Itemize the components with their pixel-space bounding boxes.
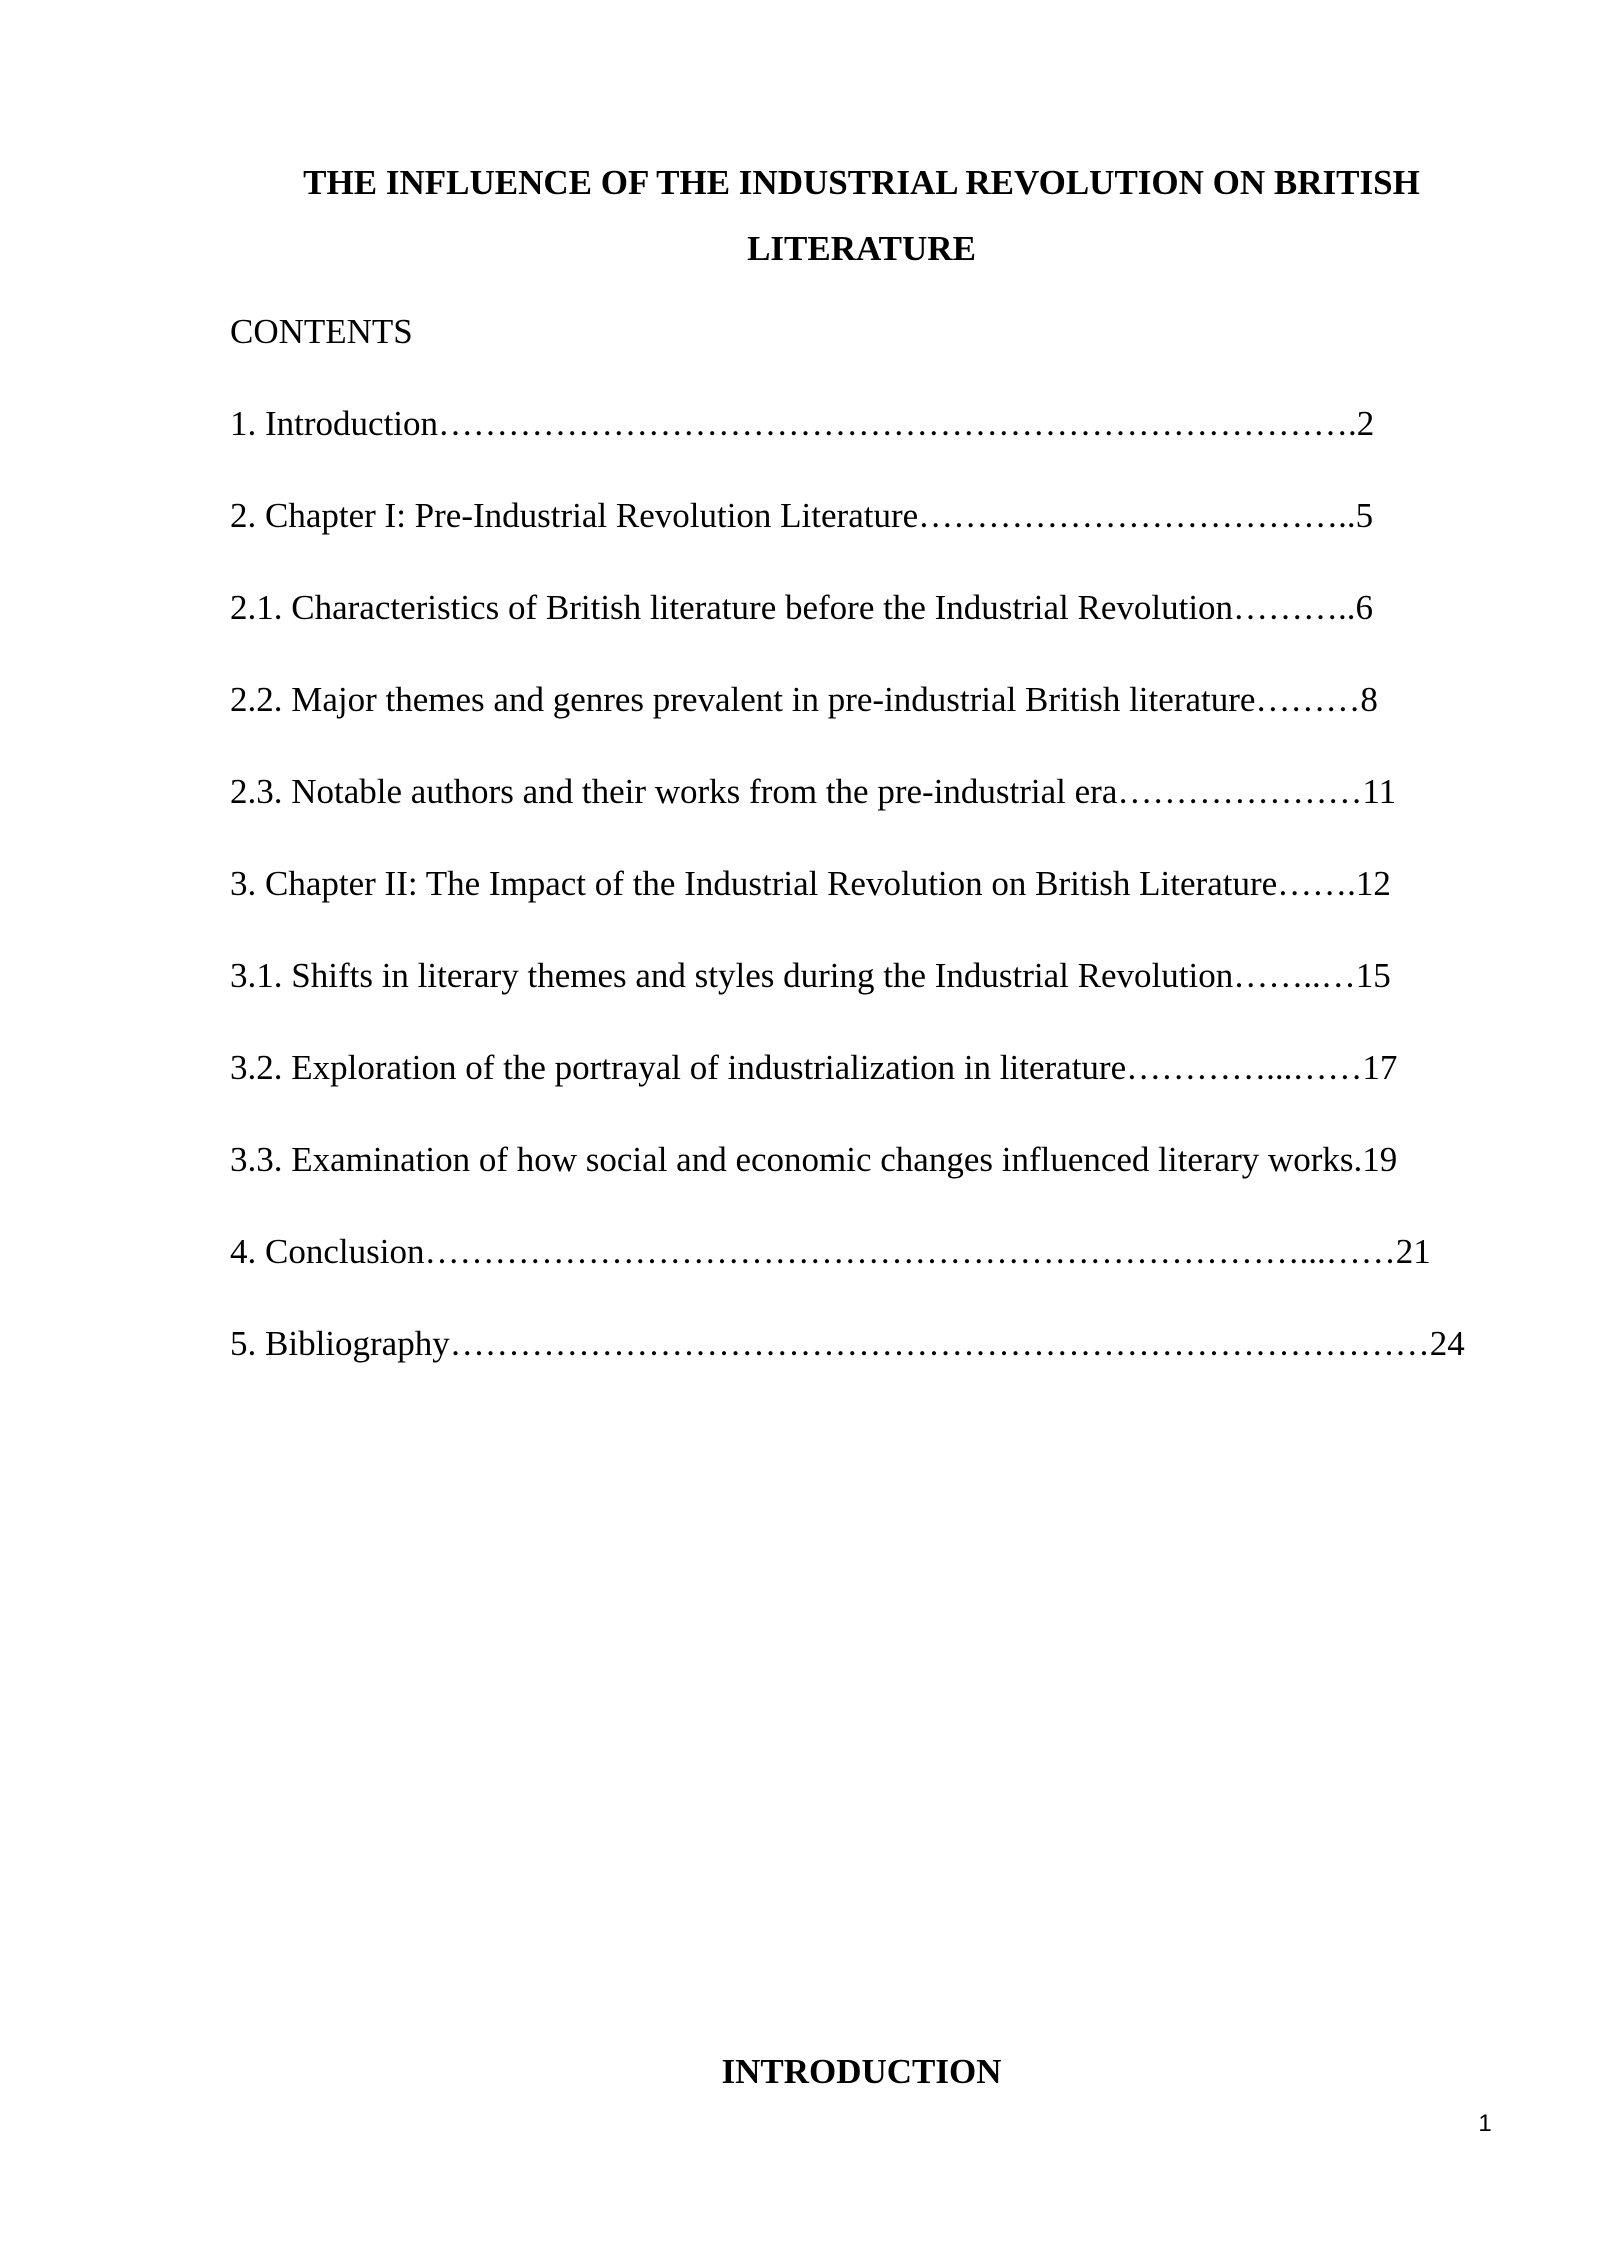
toc-entry-3-1: 3.1. Shifts in literary themes and styles during the Industrial Revolution……..…15 <box>230 956 1391 995</box>
toc-entry-2-3: 2.3. Notable authors and their works from the pre-industrial era…………………11 <box>230 772 1397 811</box>
toc-entry-bibliography: 5. Bibliography…………………………………………………………………………24 <box>230 1324 1465 1363</box>
toc-entry-2-1: 2.1. Characteristics of British literature before the Industrial Revolution………..6 <box>230 588 1374 627</box>
document-title: THE INFLUENCE OF THE INDUSTRIAL REVOLUTION ON BRITISH LITERATURE <box>303 163 1420 268</box>
contents-heading: CONTENTS <box>230 312 413 351</box>
introduction-heading: INTRODUCTION <box>721 2052 1002 2091</box>
toc-entry-3-3: 3.3. Examination of how social and economic changes influenced literary works.19 <box>230 1140 1398 1179</box>
page-number: 1 <box>1478 2110 1492 2137</box>
toc-entry-chapter-2: 3. Chapter II: The Impact of the Industrial Revolution on British Literature…….12 <box>230 864 1391 903</box>
toc-entry-conclusion: 4. Conclusion…………………………………………………………………...……21 <box>230 1232 1431 1271</box>
table-of-contents <box>230 402 1465 1414</box>
toc-entry-chapter-1: 2. Chapter I: Pre-Industrial Revolution Literature………………………………..5 <box>230 496 1374 535</box>
toc-entry-introduction: 1. Introduction…………………………………………………………………….2 <box>230 404 1375 443</box>
toc-entry-2-2: 2.2. Major themes and genres prevalent in pre-industrial British literature………8 <box>230 680 1378 719</box>
toc-entry-3-2: 3.2. Exploration of the portrayal of industrialization in literature…………...……17 <box>230 1048 1398 1087</box>
